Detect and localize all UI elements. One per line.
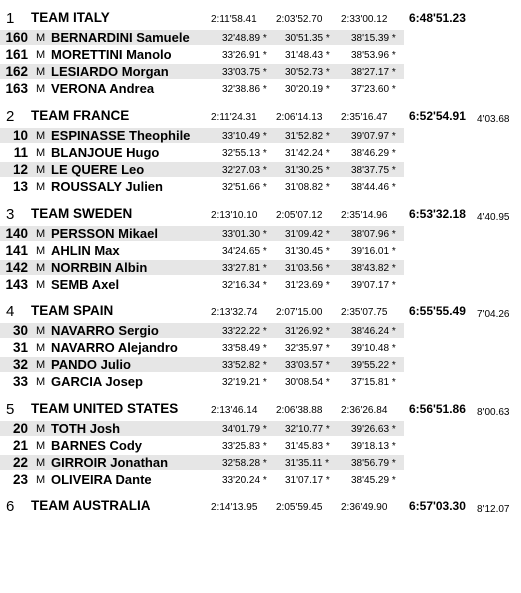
athlete-split-3: 37'15.81 *: [351, 377, 396, 388]
team-total-time: 6:52'54.91: [409, 109, 466, 123]
athlete-row: [0, 260, 404, 275]
team-time-3: 2:35'16.47: [341, 112, 388, 123]
team-total-time: 6:56'51.86: [409, 402, 466, 416]
team-time-2: 2:07'15.00: [276, 307, 323, 318]
athlete-split-1: 33'03.75 *: [222, 67, 267, 78]
team-block: [0, 400, 521, 496]
athlete-sex: M: [36, 164, 46, 176]
athlete-split-1: 32'55.13 *: [222, 148, 267, 159]
athlete-name: GIRROIR Jonathan: [51, 455, 169, 470]
athlete-row: [0, 455, 404, 470]
team-gap: 4'40.95: [477, 212, 510, 223]
athlete-bib: 13: [12, 179, 28, 194]
athlete-split-2: 31'26.92 *: [285, 326, 330, 337]
athlete-sex: M: [36, 83, 46, 95]
athlete-split-2: 33'03.57 *: [285, 360, 330, 371]
team-time-2: 2:06'38.88: [276, 405, 323, 416]
athlete-bib: 23: [12, 472, 28, 487]
athlete-sex: M: [36, 279, 46, 291]
team-time-1: 2:13'46.14: [211, 405, 258, 416]
athlete-split-3: 39'18.13 *: [351, 441, 396, 452]
athlete-name: BERNARDINI Samuele: [51, 30, 190, 45]
athlete-row: [0, 374, 404, 389]
athlete-split-1: 34'24.65 *: [222, 246, 267, 257]
athlete-split-2: 31'45.83 *: [285, 441, 330, 452]
athlete-split-3: 38'15.39 *: [351, 33, 396, 44]
team-name: TEAM UNITED STATES: [31, 401, 179, 416]
athlete-split-1: 33'20.24 *: [222, 475, 267, 486]
athlete-name: LESIARDO Morgan: [51, 64, 169, 79]
athlete-split-2: 32'10.77 *: [285, 424, 330, 435]
athlete-split-2: 31'03.56 *: [285, 263, 330, 274]
athlete-row: [0, 64, 404, 79]
athlete-sex: M: [36, 147, 46, 159]
athlete-sex: M: [36, 262, 46, 274]
athlete-bib: 162: [5, 64, 28, 79]
team-block: [0, 107, 521, 203]
athlete-split-3: 39'16.01 *: [351, 246, 396, 257]
team-time-3: 2:33'00.12: [341, 14, 388, 25]
athlete-split-2: 31'09.42 *: [285, 229, 330, 240]
team-header-row: [0, 107, 521, 125]
team-block: [0, 205, 521, 301]
athlete-split-1: 33'25.83 *: [222, 441, 267, 452]
athlete-split-1: 32'58.28 *: [222, 458, 267, 469]
team-time-1: 2:13'10.10: [211, 210, 258, 221]
athlete-split-1: 34'01.79 *: [222, 424, 267, 435]
athlete-sex: M: [36, 342, 46, 354]
athlete-split-1: 33'26.91 *: [222, 50, 267, 61]
team-total-time: 6:53'32.18: [409, 207, 466, 221]
athlete-bib: 142: [5, 260, 28, 275]
team-rank: 5: [6, 401, 15, 418]
team-rank: 2: [6, 108, 15, 125]
athlete-name: OLIVEIRA Dante: [51, 472, 152, 487]
athlete-split-3: 38'27.17 *: [351, 67, 396, 78]
athlete-split-3: 39'26.63 *: [351, 424, 396, 435]
athlete-split-2: 31'48.43 *: [285, 50, 330, 61]
athlete-split-1: 33'01.30 *: [222, 229, 267, 240]
athlete-bib: 161: [5, 47, 28, 62]
athlete-split-1: 32'51.66 *: [222, 182, 267, 193]
athlete-name: PERSSON Mikael: [51, 226, 158, 241]
athlete-sex: M: [36, 457, 46, 469]
athlete-split-3: 38'56.79 *: [351, 458, 396, 469]
team-time-2: 2:06'14.13: [276, 112, 323, 123]
athlete-bib: 22: [12, 455, 28, 470]
athlete-split-1: 33'52.82 *: [222, 360, 267, 371]
athlete-name: NORRBIN Albin: [51, 260, 148, 275]
athlete-bib: 140: [5, 226, 28, 241]
athlete-split-1: 32'38.86 *: [222, 84, 267, 95]
athlete-split-2: 31'35.11 *: [285, 458, 329, 469]
team-header-row: [0, 9, 521, 27]
team-time-3: 2:35'14.96: [341, 210, 388, 221]
athlete-name: ESPINASSE Theophile: [51, 128, 191, 143]
athlete-row: [0, 340, 404, 355]
team-gap: 4'03.68: [477, 114, 510, 125]
athlete-name: SEMB Axel: [51, 277, 120, 292]
athlete-row: [0, 357, 404, 372]
athlete-split-1: 33'22.22 *: [222, 326, 267, 337]
athlete-row: [0, 81, 404, 96]
athlete-name: BLANJOUE Hugo: [51, 145, 160, 160]
athlete-sex: M: [36, 32, 46, 44]
athlete-bib: 20: [12, 421, 28, 436]
athlete-split-2: 31'30.45 *: [285, 246, 330, 257]
team-time-3: 2:36'49.90: [341, 502, 388, 513]
team-header-row: [0, 205, 521, 223]
team-time-1: 2:13'32.74: [211, 307, 258, 318]
team-header-row: [0, 497, 521, 515]
athlete-row: [0, 243, 404, 258]
team-time-1: 2:11'58.41: [211, 14, 257, 25]
athlete-split-1: 33'58.49 *: [222, 343, 267, 354]
athlete-name: MORETTINI Manolo: [51, 47, 172, 62]
athlete-sex: M: [36, 423, 46, 435]
team-time-3: 2:36'26.84: [341, 405, 388, 416]
athlete-row: [0, 421, 404, 436]
athlete-split-2: 30'52.73 *: [285, 67, 330, 78]
athlete-row: [0, 47, 404, 62]
team-gap: 8'12.07: [477, 504, 510, 515]
team-name: TEAM ITALY: [31, 10, 110, 25]
athlete-bib: 160: [5, 30, 28, 45]
athlete-split-3: 38'45.29 *: [351, 475, 396, 486]
team-name: TEAM FRANCE: [31, 108, 130, 123]
athlete-sex: M: [36, 66, 46, 78]
athlete-name: NAVARRO Sergio: [51, 323, 159, 338]
athlete-split-2: 31'30.25 *: [285, 165, 330, 176]
athlete-split-1: 33'27.81 *: [222, 263, 267, 274]
athlete-split-1: 32'27.03 *: [222, 165, 267, 176]
team-time-3: 2:35'07.75: [341, 307, 388, 318]
athlete-split-1: 33'10.49 *: [222, 131, 267, 142]
team-gap: 8'00.63: [477, 407, 510, 418]
team-rank: 3: [6, 206, 15, 223]
athlete-split-3: 38'46.24 *: [351, 326, 396, 337]
team-rank: 4: [6, 303, 15, 320]
athlete-row: [0, 226, 404, 241]
athlete-name: AHLIN Max: [51, 243, 120, 258]
athlete-row: [0, 277, 404, 292]
team-time-2: 2:05'07.12: [276, 210, 323, 221]
athlete-bib: 10: [12, 128, 28, 143]
athlete-split-3: 38'43.82 *: [351, 263, 396, 274]
athlete-sex: M: [36, 325, 46, 337]
athlete-split-1: 32'48.89 *: [222, 33, 267, 44]
athlete-split-1: 32'16.34 *: [222, 280, 267, 291]
team-time-2: 2:05'59.45: [276, 502, 323, 513]
team-total-time: 6:48'51.23: [409, 11, 466, 25]
athlete-split-3: 38'07.96 *: [351, 229, 396, 240]
athlete-bib: 163: [5, 81, 28, 96]
athlete-split-2: 31'08.82 *: [285, 182, 330, 193]
athlete-row: [0, 323, 404, 338]
athlete-row: [0, 128, 404, 143]
team-rank: 1: [6, 10, 15, 27]
athlete-split-3: 39'07.97 *: [351, 131, 396, 142]
athlete-split-3: 39'55.22 *: [351, 360, 396, 371]
athlete-split-3: 38'37.75 *: [351, 165, 396, 176]
team-name: TEAM AUSTRALIA: [31, 498, 151, 513]
athlete-sex: M: [36, 228, 46, 240]
athlete-split-2: 31'52.82 *: [285, 131, 330, 142]
athlete-sex: M: [36, 474, 46, 486]
athlete-split-2: 30'51.35 *: [285, 33, 330, 44]
athlete-bib: 12: [12, 162, 28, 177]
team-total-time: 6:57'03.30: [409, 499, 466, 513]
athlete-split-2: 32'35.97 *: [285, 343, 330, 354]
athlete-row: [0, 162, 404, 177]
athlete-split-2: 30'20.19 *: [285, 84, 330, 95]
team-rank: 6: [6, 498, 15, 515]
team-name: TEAM SPAIN: [31, 303, 114, 318]
athlete-bib: 143: [5, 277, 28, 292]
athlete-split-2: 31'23.69 *: [285, 280, 330, 291]
athlete-name: VERONA Andrea: [51, 81, 155, 96]
athlete-row: [0, 438, 404, 453]
team-block: [0, 302, 521, 398]
athlete-row: [0, 472, 404, 487]
athlete-bib: 30: [12, 323, 28, 338]
athlete-split-2: 30'08.54 *: [285, 377, 330, 388]
athlete-sex: M: [36, 130, 46, 142]
athlete-name: ROUSSALY Julien: [51, 179, 163, 194]
athlete-row: [0, 30, 404, 45]
team-name: TEAM SWEDEN: [31, 206, 133, 221]
team-gap: 7'04.26: [477, 309, 510, 320]
athlete-bib: 11: [13, 145, 28, 160]
athlete-bib: 32: [12, 357, 28, 372]
athlete-split-3: 39'10.48 *: [351, 343, 396, 354]
athlete-name: LE QUERE Leo: [51, 162, 145, 177]
team-header-row: [0, 302, 521, 320]
team-header-row: [0, 400, 521, 418]
team-total-time: 6:55'55.49: [409, 304, 466, 318]
athlete-split-3: 38'53.96 *: [351, 50, 396, 61]
team-time-1: 2:11'24.31: [211, 112, 257, 123]
athlete-name: BARNES Cody: [51, 438, 143, 453]
athlete-sex: M: [36, 181, 46, 193]
athlete-split-1: 32'19.21 *: [222, 377, 267, 388]
athlete-split-3: 37'23.60 *: [351, 84, 396, 95]
athlete-sex: M: [36, 245, 46, 257]
athlete-split-2: 31'42.24 *: [285, 148, 330, 159]
athlete-split-2: 31'07.17 *: [285, 475, 330, 486]
athlete-bib: 31: [12, 340, 28, 355]
team-block: [0, 497, 521, 593]
athlete-split-3: 38'44.46 *: [351, 182, 396, 193]
athlete-name: NAVARRO Alejandro: [51, 340, 178, 355]
team-time-1: 2:14'13.95: [211, 502, 258, 513]
athlete-split-3: 39'07.17 *: [351, 280, 396, 291]
athlete-name: GARCIA Josep: [51, 374, 143, 389]
athlete-row: [0, 179, 404, 194]
athlete-sex: M: [36, 359, 46, 371]
athlete-name: TOTH Josh: [51, 421, 121, 436]
athlete-sex: M: [36, 376, 46, 388]
team-block: [0, 9, 521, 105]
athlete-sex: M: [36, 440, 46, 452]
athlete-bib: 33: [12, 374, 28, 389]
team-time-2: 2:03'52.70: [276, 14, 323, 25]
athlete-row: [0, 145, 404, 160]
athlete-name: PANDO Julio: [51, 357, 131, 372]
athlete-bib: 21: [12, 438, 28, 453]
athlete-sex: M: [36, 49, 46, 61]
athlete-bib: 141: [5, 243, 28, 258]
athlete-split-3: 38'46.29 *: [351, 148, 396, 159]
